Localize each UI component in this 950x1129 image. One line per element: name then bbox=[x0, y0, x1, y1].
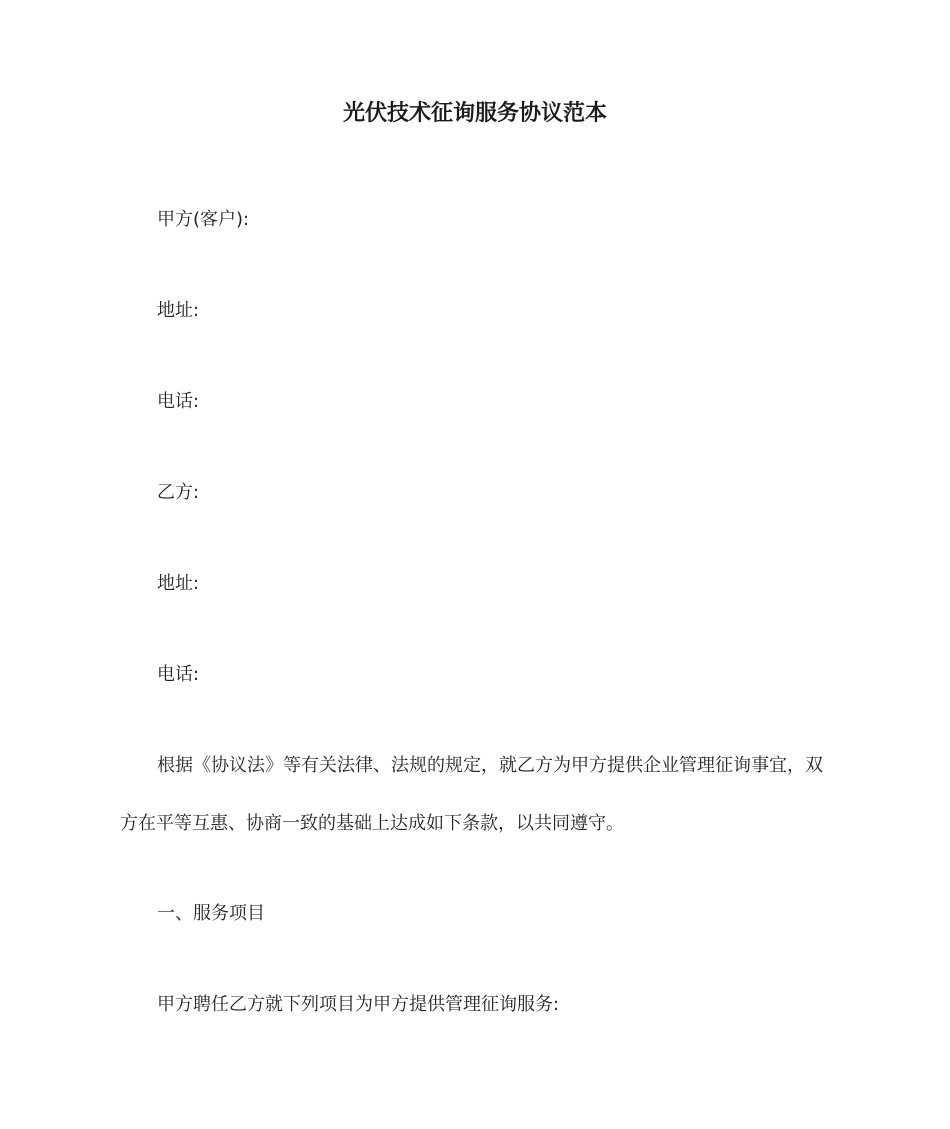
section-1-heading: 一、服务项目 bbox=[157, 903, 265, 924]
document-title: 光伏技术征询服务协议范本 bbox=[342, 101, 607, 126]
party-a-label: 甲方(客户): bbox=[157, 209, 250, 230]
party-a-phone-label: 电话: bbox=[157, 391, 200, 412]
preamble-line-2: 方在平等互惠、协商一致的基础上达成如下条款，以共同遵守。 bbox=[120, 813, 624, 834]
section-1-text: 甲方聘任乙方就下列项目为甲方提供管理征询服务: bbox=[157, 994, 560, 1015]
party-b-phone-label: 电话: bbox=[157, 664, 200, 685]
preamble-line-1: 根据《协议法》等有关法律、法规的规定，就乙方为甲方提供企业管理征询事宜，双 bbox=[157, 755, 823, 776]
party-a-address-label: 地址: bbox=[157, 300, 200, 321]
party-b-address-label: 地址: bbox=[157, 573, 200, 594]
party-b-label: 乙方: bbox=[157, 482, 200, 503]
